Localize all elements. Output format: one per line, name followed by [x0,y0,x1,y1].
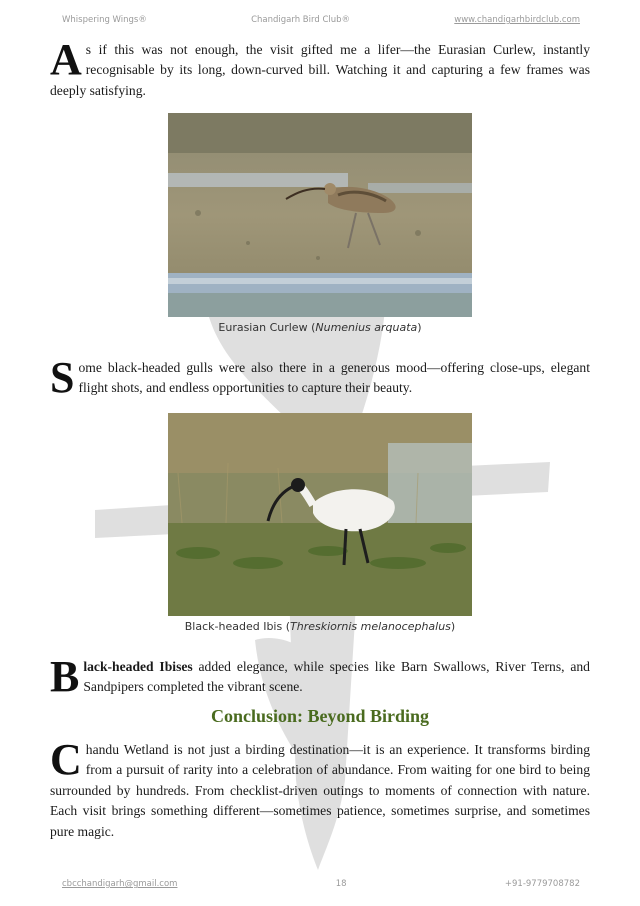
header-website-link[interactable]: www.chandigarhbirdclub.com [454,15,580,25]
photo-black-headed-ibis [168,413,472,616]
photo-caption-ibis: Black-headed Ibis (Threskiornis melanocephalus) [184,620,456,633]
paragraph-text: added elegance, while species like Barn Swallows, River Terns, and Sandpipers completed the vibrant scene. [83,659,590,695]
paragraph-text: handu Wetland is not just a birding destination—it is an experience. It transforms birding from a pursuit of rarity into a celebration of abundance. From waiting for one bird to being surrounded by hundreds. From checklist-driven outings to moments of connection with nature. Each visit brings something different—sometimes patience, sometimes surprise, and sometimes pure magic. [50,742,590,839]
bold-species-name: lack-headed Ibises [83,659,193,674]
section-heading: Conclusion: Beyond Birding [210,706,430,726]
page-footer [62,879,580,889]
photo-eurasian-curlew [168,113,472,317]
drop-cap: B [50,652,80,701]
paragraph-ibises [50,652,590,701]
drop-cap: A [50,35,82,84]
paragraph-curlew [50,35,590,101]
footer-email-link[interactable]: cbcchandigarh@gmail.com [62,879,178,889]
header-club: Chandigarh Bird Club® [251,15,351,25]
page-number: 18 [335,879,347,889]
footer-phone: +91-9779708782 [504,879,580,889]
paragraph-text: s if this was not enough, the visit gifted me a lifer—the Eurasian Curlew, instantly recognisable by its long, down-curved bill. Watching it and capturing a few frames was deeply satisfying. [50,42,590,98]
drop-cap: C [50,735,82,784]
caption-scientific-name: Numenius arquata [315,321,418,334]
caption-common-name: Eurasian Curlew [218,321,308,334]
caption-scientific-name: Threskiornis melanocephalus [290,620,451,633]
caption-common-name: Black-headed Ibis [184,620,283,633]
header-publication: Whispering Wings® [62,15,147,25]
drop-cap: S [50,353,75,402]
page-header [62,15,580,25]
photo-caption-curlew: Eurasian Curlew (Numenius arquata) [218,321,422,334]
paragraph-gulls [50,353,590,402]
paragraph-text: ome black-headed gulls were also there in a generous mood—offering close-ups, elegant flight shots, and endless opportunities to capture their beauty. [78,360,590,396]
paragraph-conclusion [50,735,590,842]
